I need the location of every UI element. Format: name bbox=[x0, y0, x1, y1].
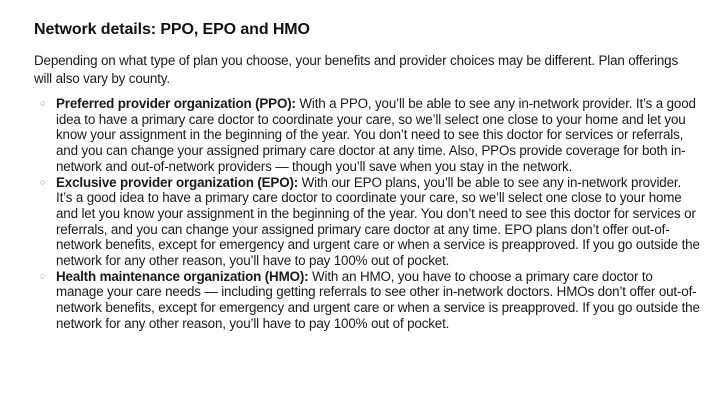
bullet-icon: ○ bbox=[40, 270, 46, 281]
plan-term: Exclusive provider organization (EPO): bbox=[56, 174, 299, 190]
bullet-icon: ○ bbox=[40, 98, 46, 108]
plan-term: Health maintenance organization (HMO): bbox=[56, 268, 309, 284]
intro-paragraph: Depending on what type of plan you choose, your benefits and provider choices may be different. Plan offerings will also vary by county. bbox=[34, 53, 679, 86]
bullet-icon: ○ bbox=[40, 176, 46, 187]
plan-term: Preferred provider organization (PPO): bbox=[56, 96, 296, 111]
list-item-hmo bbox=[40, 268, 700, 332]
plan-description: With our EPO plans, you’ll be able to see any in-network provider. It’s a good idea to have a primary care doctor to coordinate your care, so we’ll select one close to your home and let you know your assignment in the beginning of the year. You don’t need to see this doctor for services or referrals, and you can change your assigned primary care doctor at any time. EPO plans don’t offer out-of-network benefits, except for emergency and urgent care or when a service is preapproved. If you go outside the network for any other reason, you’ll have to pay 100% out of pocket. bbox=[56, 174, 700, 269]
plan-list bbox=[34, 96, 700, 332]
list-item-ppo bbox=[40, 96, 700, 175]
list-item-epo bbox=[40, 174, 700, 269]
plan-description: With a PPO, you’ll be able to see any in-network provider. It’s a good idea to have a primary care doctor to coordinate your care, so we’ll select one close to your home and let you know your assignment in the beginning of the year. You don’t need to see this doctor for services or referrals, and you can change your assigned primary care doctor at any time. Also, PPOs provide coverage for both in-network and out-of-network providers — though you’ll save when you stay in the network. bbox=[56, 96, 696, 174]
plan-description: With an HMO, you have to choose a primary care doctor to manage your care needs — including getting referrals to see other in-network doctors. HMOs don’t offer out-of-network benefits, except for emergency and urgent care or when a service is preapproved. If you go outside the network for any other reason, you’ll have to pay 100% out of pocket. bbox=[56, 268, 700, 331]
page-title: Network details: PPO, EPO and HMO bbox=[34, 21, 310, 38]
